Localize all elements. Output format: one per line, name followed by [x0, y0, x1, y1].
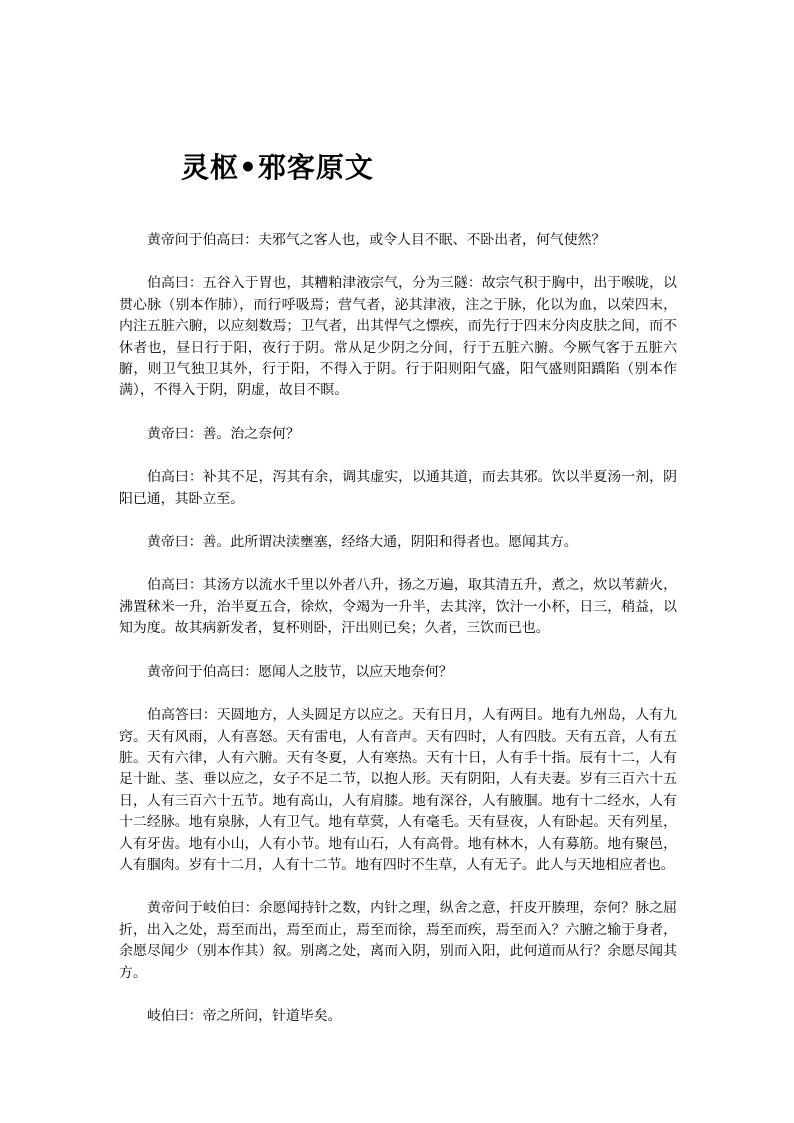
- paragraph: 黄帝问于伯高曰：夫邪气之客人也，或令人目不眠、不卧出者，何气使然？: [147, 232, 606, 248]
- paragraph: 伯高答曰：天圆地方，人头圆足方以应之。天有日月，人有两目。地有九州岛，人有九窍。天有风雨，人有喜怒。天有雷电，人有音声。天有四时，人有四肢。天有五音，人有五脏。天有六律，人有六腑。天有冬夏，人有寒热。天有十日，人有手十指。辰有十二，人有足十趾、茎、垂以应之，女子不足二节，以抱人形。天有阴阳，人有夫妻。岁有三百六十五日，人有三百六十五节。地有高山，人有肩膝。地有深谷，人有腋腘。地有十二经水，人有十二经脉。地有泉脉，人有卫气。地有草蓂，人有毫毛。天有昼夜，人有卧起。天有列星，人有牙齿。地有小山，人有小节。地有山石，人有高骨。地有林木，人有募筋。地有聚邑，人有腘肉。岁有十二月，人有十二节。地有四时不生草，人有无子。此人与天地相应者也。: [119, 707, 677, 873]
- paragraph: 黄帝曰：善。治之奈何？: [147, 425, 300, 442]
- paragraph: 黄帝问于伯高曰：愿闻人之肢节，以应天地奈何？: [147, 663, 453, 680]
- paragraph: 黄帝问于岐伯曰：余愿闻持针之数，内针之理，纵舍之意，扞皮开腠理，奈何？脉之屈折，出入之处，焉至而出，焉至而止，焉至而徐，焉至而疾，焉至而入？六腑之输于身者，余愿尽闻少（别本作其）叙。别离之处，离而入阴，别而入阳，此何道而从行？余愿尽闻其方。: [119, 900, 677, 981]
- paragraph: 伯高曰：五谷入于胃也，其糟粕津液宗气，分为三隧：故宗气积于胸中，出于喉咙，以贯心脉（别本作肺），而行呼吸焉；营气者，泌其津液，注之于脉，化以为血，以荣四末，内注五脏六腑，以应刻数焉；卫气者，出其悍气之慓疾，而先行于四末分肉皮肤之间，而不休者也，昼日行于阳，夜行于阴。常从足少阴之分间，行于五脏六腑。今厥气客于五脏六腑，则卫气独卫其外，行于阳，不得入于阴。行于阳则阳气盛，阳气盛则阳蹻陷（别本作满），不得入于阴，阴虚，故目不瞑。: [119, 275, 677, 399]
- paragraph: 黄帝曰：善。此所谓决渎壅塞，经络大通，阴阳和得者也。愿闻其方。: [147, 534, 578, 551]
- paragraph: 岐伯曰：帝之所问，针道毕矣。: [147, 1007, 342, 1024]
- paragraph: 伯高曰：补其不足，泻其有余，调其虚实，以通其道，而去其邪。饮以半夏汤一剂，阴阳已通，其卧立至。: [119, 469, 677, 507]
- document-body: [119, 230, 677, 1049]
- paragraph: 伯高曰：其汤方以流水千里以外者八升，扬之万遍，取其清五升，煮之，炊以苇薪火，沸置秫米一升，治半夏五合，徐炊，令竭为一升半，去其滓，饮汁一小杯，日三，稍益，以知为度。故其病新发者，复杯则卧，汗出则已矣；久者，三饮而已也。: [119, 577, 677, 637]
- page-title: 灵枢•邪客原文: [181, 151, 374, 184]
